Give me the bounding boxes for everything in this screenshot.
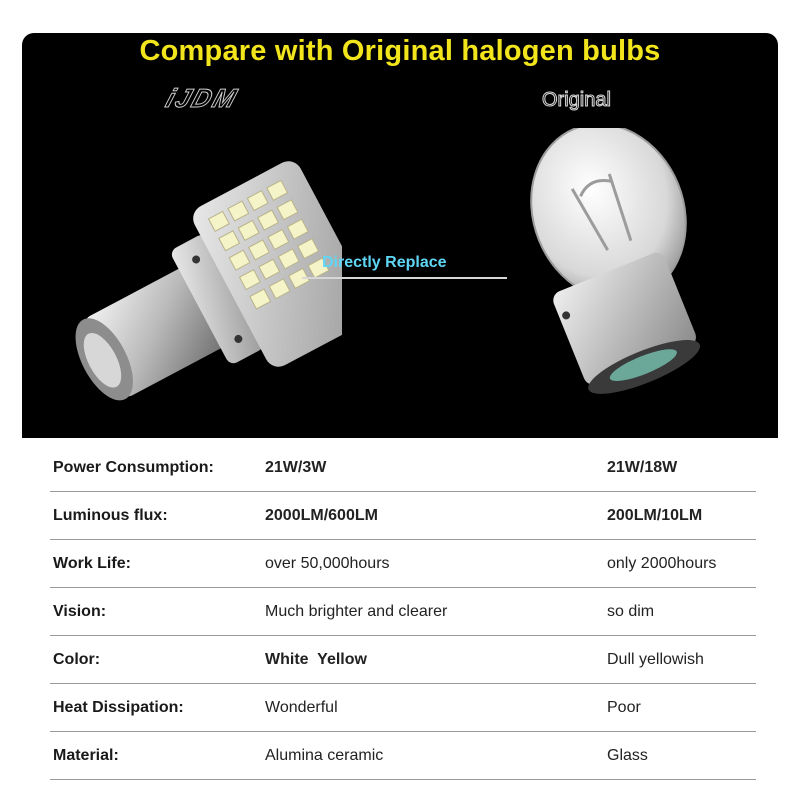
- original-value: Poor: [595, 684, 756, 732]
- table-row: [50, 588, 756, 636]
- original-value: Glass: [595, 732, 756, 780]
- led-value: Wonderful: [265, 684, 595, 732]
- table-row: [50, 492, 756, 540]
- original-value: so dim: [595, 588, 756, 636]
- table-row: [50, 684, 756, 732]
- led-value: White Yellow: [265, 636, 595, 684]
- original-label: Original: [542, 89, 611, 111]
- original-value: only 2000hours: [595, 540, 756, 588]
- table-row: [50, 732, 756, 780]
- row-label: Vision:: [50, 588, 265, 636]
- banner-title: Compare with Original halogen bulbs: [139, 35, 661, 67]
- row-label: Work Life:: [50, 540, 265, 588]
- row-label: Color:: [50, 636, 265, 684]
- comparison-table: [50, 444, 756, 780]
- brand-logo: iJDM: [162, 83, 243, 113]
- led-value: 21W/3W: [265, 444, 595, 492]
- table-row: [50, 636, 756, 684]
- original-value: 200LM/10LM: [595, 492, 756, 540]
- replace-divider-line: [302, 277, 507, 279]
- led-value: 2000LM/600LM: [265, 492, 595, 540]
- row-label: Material:: [50, 732, 265, 780]
- led-value: Alumina ceramic: [265, 732, 595, 780]
- comparison-banner: [22, 33, 778, 438]
- directly-replace-label: Directly Replace: [322, 254, 447, 271]
- row-label: Power Consumption:: [50, 444, 265, 492]
- original-value: 21W/18W: [595, 444, 756, 492]
- led-bulb-image: [42, 113, 342, 433]
- table-row: [50, 540, 756, 588]
- row-label: Heat Dissipation:: [50, 684, 265, 732]
- led-value: over 50,000hours: [265, 540, 595, 588]
- row-label: Luminous flux:: [50, 492, 265, 540]
- table-row: [50, 444, 756, 492]
- original-value: Dull yellowish: [595, 636, 756, 684]
- led-value: Much brighter and clearer: [265, 588, 595, 636]
